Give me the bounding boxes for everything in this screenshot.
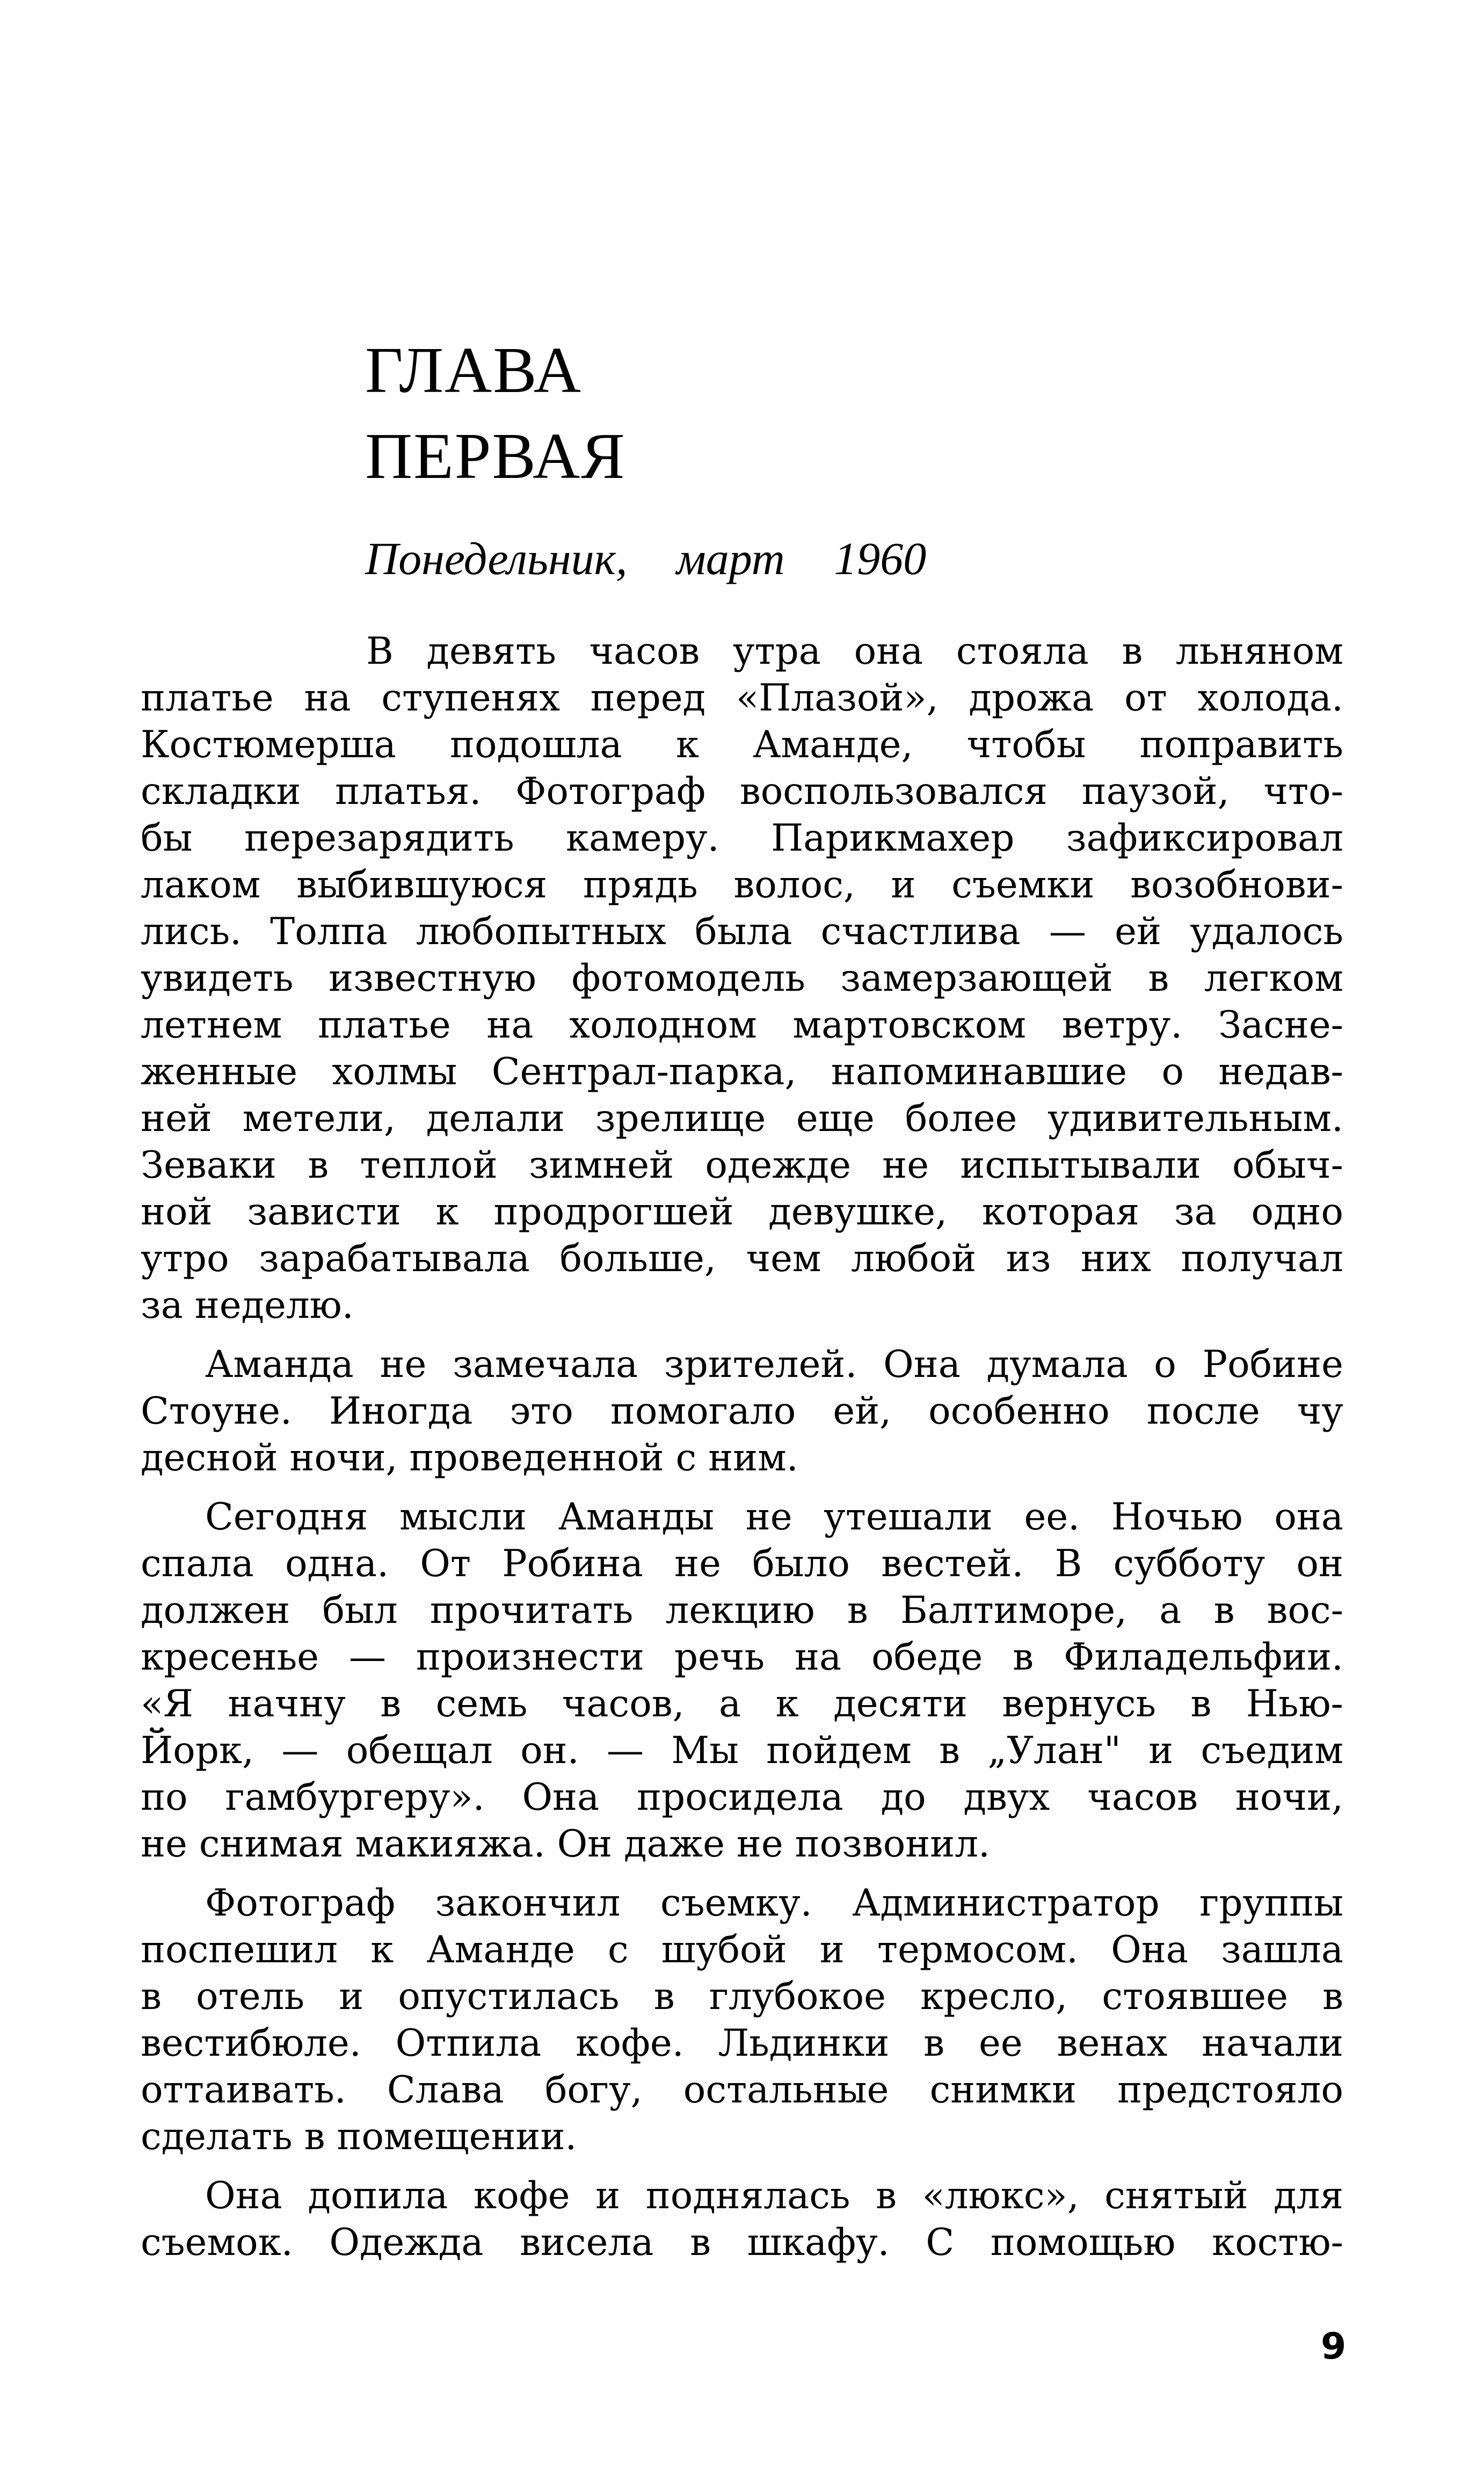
text-line: должен был прочитать лекцию в Балтиморе, а в вос- <box>141 1589 1343 1632</box>
text-line: бы перезарядить камеру. Парикмахер зафиксировал <box>141 817 1343 860</box>
text-line: летнем платье на холодном мартовском ветру. Засне- <box>141 1004 1343 1047</box>
text-line: лаком выбившуюся прядь волос, и съемки возобнови- <box>141 864 1343 906</box>
text-line: ней метели, делали зрелище еще более удивительным. <box>141 1097 1343 1140</box>
text-line: платье на ступенях перед «Плазой», дрожа от холода. <box>141 677 1343 720</box>
text-line: Она допила кофе и поднялась в «люкс», снятый для <box>205 2174 1343 2217</box>
page-number: 9 <box>1321 2325 1347 2368</box>
text-line: Аманда не замечала зрителей. Она думала о Робине <box>205 1343 1343 1386</box>
text-line: по гамбургеру». Она просидела до двух часов ночи, <box>141 1776 1343 1819</box>
text-line: утро зарабатывала больше, чем любой из них получал <box>141 1237 1343 1280</box>
text-line: В девять часов утра она стояла в льняном <box>366 630 1343 673</box>
text-line: за неделю. <box>141 1284 354 1327</box>
text-line: поспешил к Аманде с шубой и термосом. Она зашла <box>141 1928 1343 1971</box>
body-text <box>141 628 1343 2266</box>
text-line: увидеть известную фотомодель замерзающей в легком <box>141 957 1343 1000</box>
text-line: Йорк, — обещал он. — Мы пойдем в „Улан" и съедим <box>141 1729 1343 1772</box>
text-line: кресенье — произнести речь на обеде в Филадельфии. <box>141 1636 1343 1679</box>
text-line: лись. Толпа любопытных была счастлива — ей удалось <box>141 910 1343 953</box>
text-line: женные холмы Сентрал-парка, напоминавшие о недав- <box>141 1050 1343 1093</box>
text-line: спала одна. От Робина не было вестей. В субботу он <box>141 1542 1343 1585</box>
text-line: складки платья. Фотограф воспользовался паузой, что- <box>141 770 1343 813</box>
chapter-heading <box>365 328 626 499</box>
text-line: вестибюле. Отпила кофе. Льдинки в ее венах начали <box>141 2022 1343 2065</box>
text-line: не снимая макияжа. Он даже не позвонил. <box>141 1823 990 1866</box>
text-line: ной зависти к продрогшей девушке, которая за одно <box>141 1191 1343 1234</box>
text-line: оттаивать. Слава богу, остальные снимки предстояло <box>141 2069 1343 2112</box>
text-line: сделать в помещении. <box>141 2115 577 2158</box>
chapter-dateline: Понедельник, март 1960 <box>365 533 927 584</box>
text-line: Костюмерша подошла к Аманде, чтобы поправить <box>141 723 1343 766</box>
chapter-title-line-1: ГЛАВА <box>365 334 582 407</box>
text-line: в отель и опустилась в глубокое кресло, стоявшее в <box>141 1975 1343 2018</box>
chapter-title-line-2: ПЕРВАЯ <box>365 420 626 492</box>
text-line: Сегодня мысли Аманды не утешали ее. Ночью она <box>205 1496 1343 1539</box>
text-line: Фотограф закончил съемку. Администратор группы <box>205 1882 1343 1925</box>
text-line: десной ночи, проведенной с ним. <box>141 1437 798 1479</box>
text-line: «Я начну в семь часов, а к десяти вернусь в Нью- <box>141 1682 1343 1725</box>
text-line: Зеваки в теплой зимней одежде не испытывали обыч- <box>141 1144 1343 1187</box>
text-line: Стоуне. Иногда это помогало ей, особенно после чу <box>141 1390 1343 1433</box>
text-line: съемок. Одежда висела в шкафу. С помощью костю- <box>141 2221 1343 2264</box>
